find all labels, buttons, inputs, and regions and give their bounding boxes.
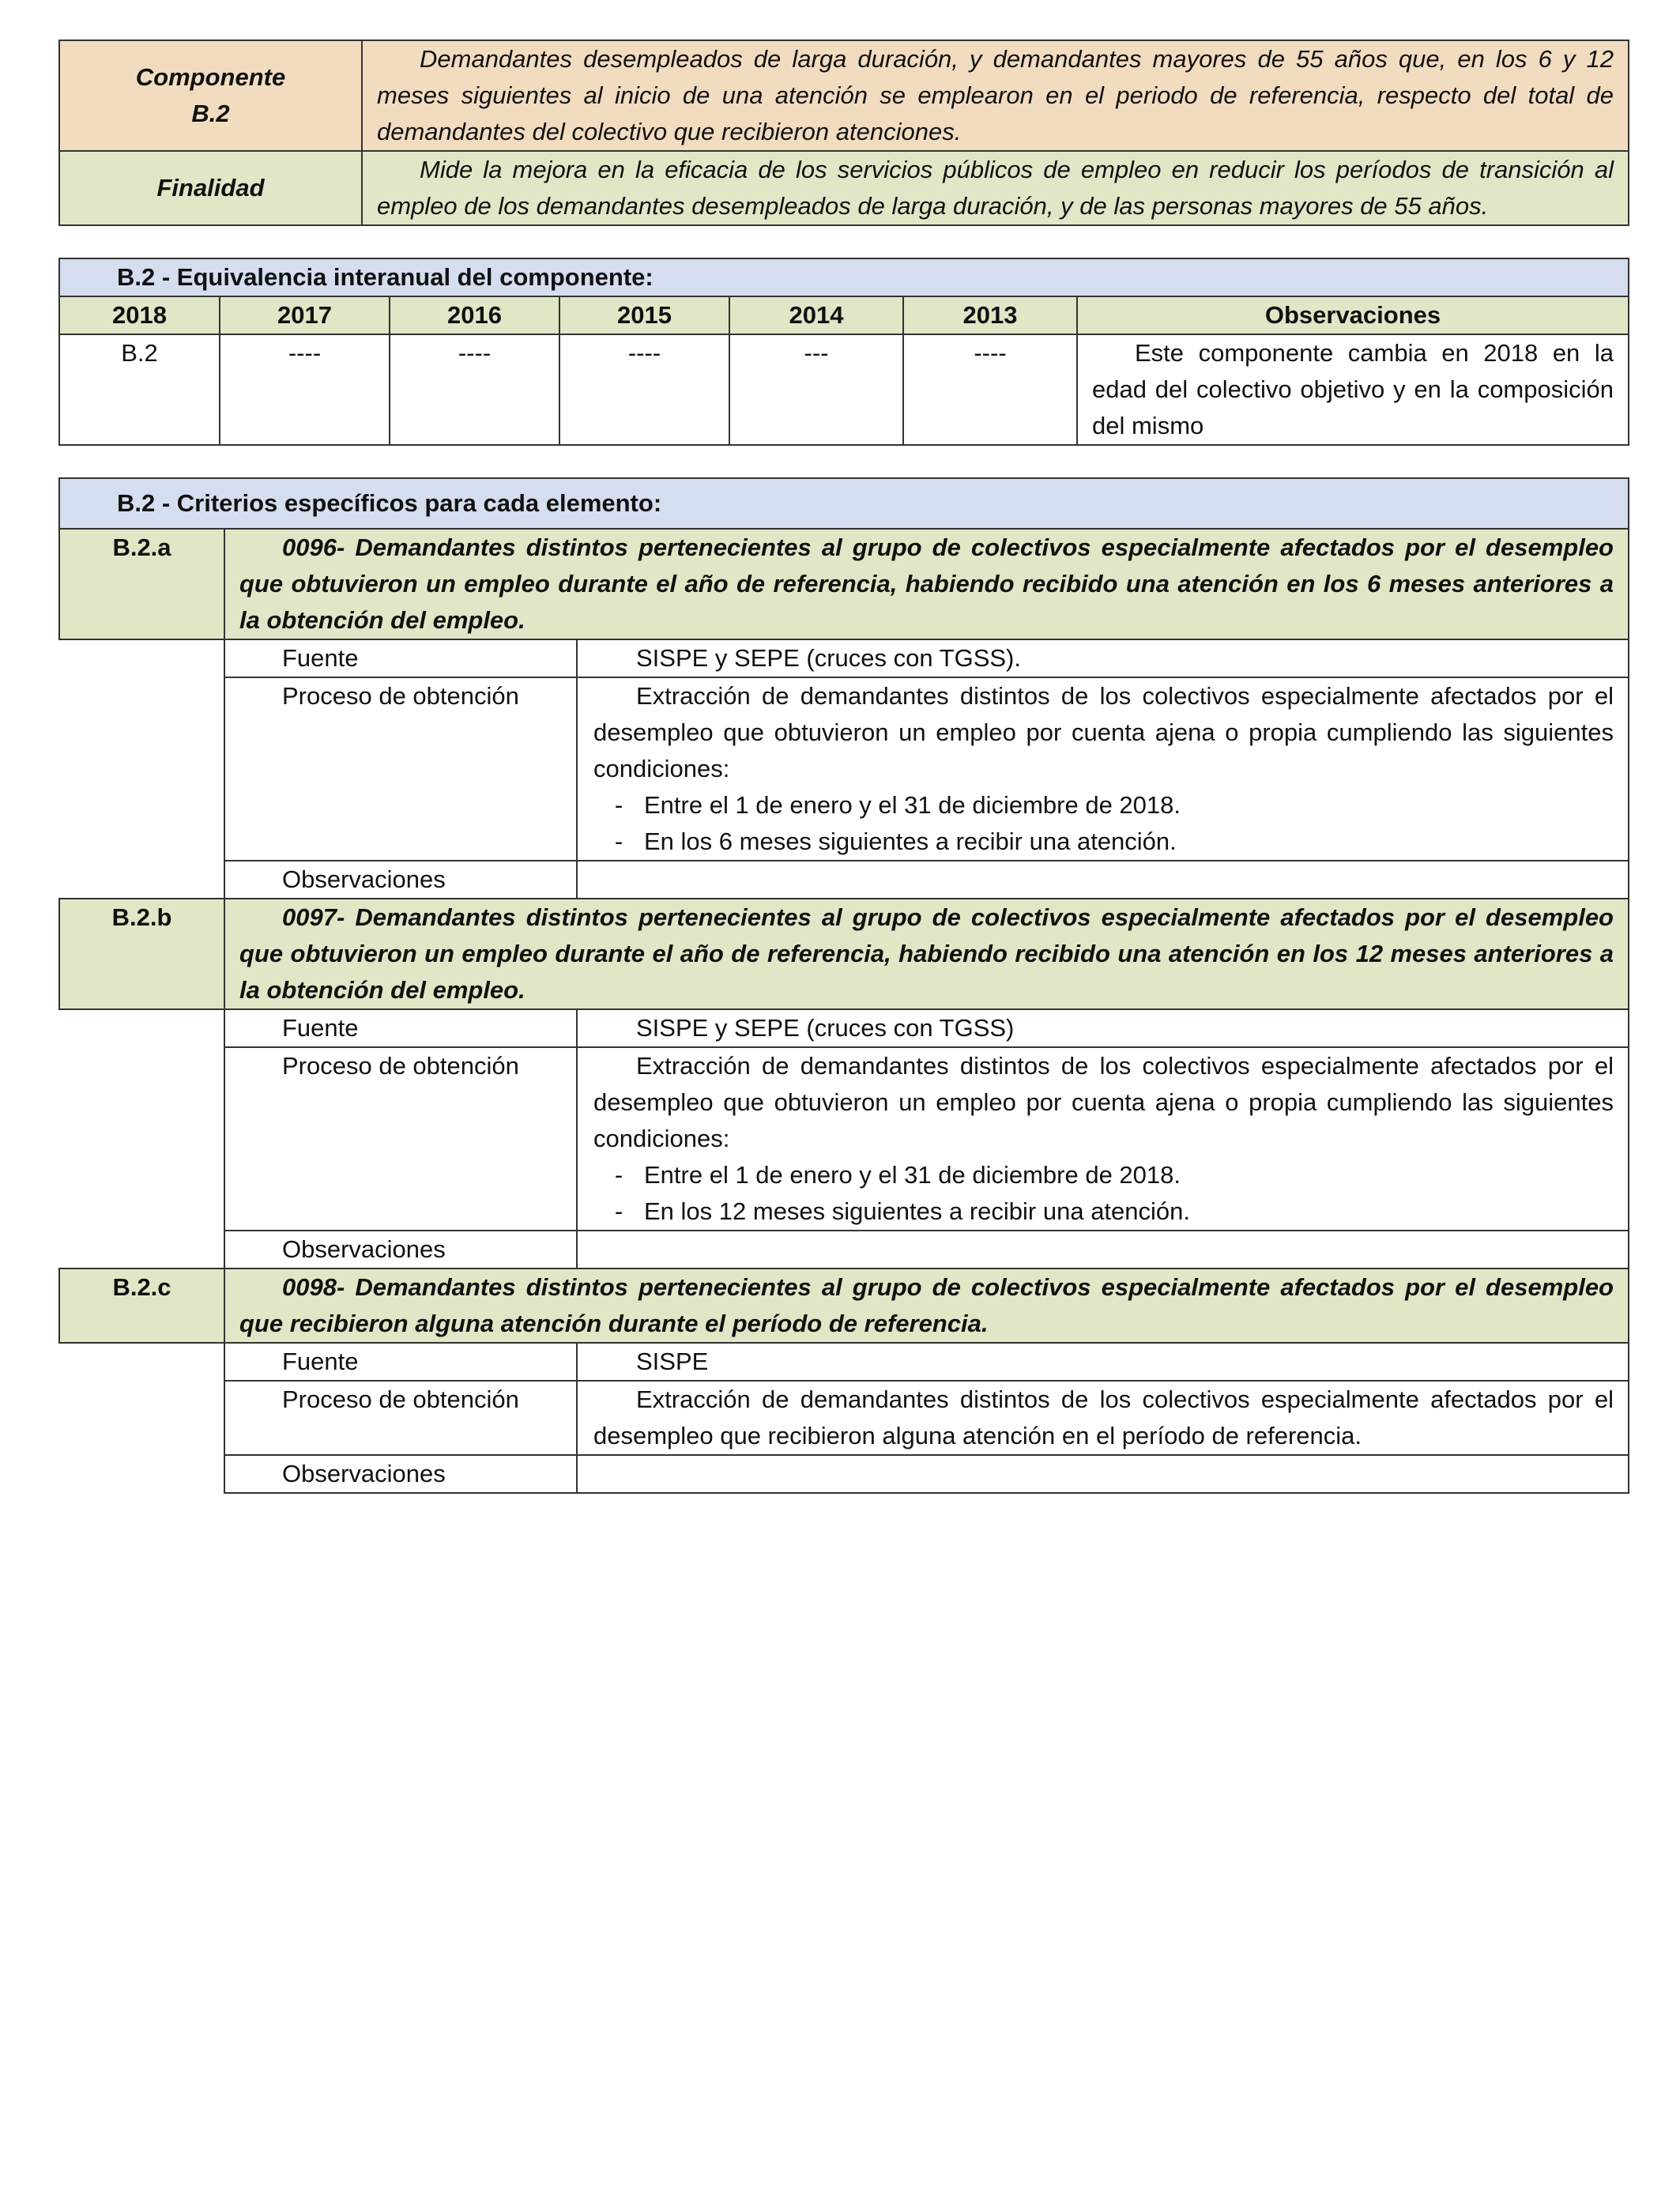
cell-2014: --- — [729, 334, 903, 445]
process-value — [577, 1047, 1629, 1231]
observations-label: Observaciones — [224, 1455, 577, 1493]
bullet-dash: - — [614, 1161, 623, 1189]
cell-2018: B.2 — [59, 334, 220, 445]
criteria-body — [59, 529, 1629, 1493]
element-source-row — [59, 1009, 1629, 1047]
component-label — [59, 40, 362, 151]
observations-label: Observaciones — [224, 861, 577, 899]
header-2016: 2016 — [390, 296, 559, 334]
element-header-row — [59, 1269, 1629, 1343]
spacer-cell — [59, 1455, 224, 1493]
condition-item — [593, 1193, 1614, 1230]
source-label: Fuente — [224, 1009, 577, 1047]
component-description: Demandantes desempleados de larga duración, y demandantes mayores de 55 años que, en los 6 y 12 meses siguientes al inicio de una atención se emplearon en el periodo de referencia, respecto del total de demandantes del colectivo que recibieron atenciones. — [362, 40, 1629, 151]
spacer-cell — [59, 861, 224, 899]
cell-2015: ---- — [559, 334, 729, 445]
element-code: B.2.a — [59, 529, 224, 639]
source-label: Fuente — [224, 639, 577, 677]
condition-item — [593, 787, 1614, 824]
spacer-cell — [59, 1343, 224, 1381]
bullet-dash: - — [614, 1197, 623, 1225]
element-observations-row — [59, 861, 1629, 899]
cell-2017: ---- — [220, 334, 390, 445]
cell-observaciones: Este componente cambia en 2018 en la edad del colectivo objetivo y en la composición del mismo — [1077, 334, 1629, 445]
source-value: SISPE — [577, 1343, 1629, 1381]
observations-label: Observaciones — [224, 1231, 577, 1269]
observations-value — [577, 861, 1629, 899]
condition-text: Entre el 1 de enero y el 31 de diciembre de 2018. — [644, 1161, 1181, 1189]
equivalence-header-row — [59, 296, 1629, 334]
equivalence-table — [58, 258, 1629, 446]
process-text: Extracción de demandantes distintos de los colectivos especialmente afectados por el desempleo que recibieron alguna atención en el período de referencia. — [593, 1385, 1614, 1449]
condition-text: En los 6 meses siguientes a recibir una atención. — [644, 827, 1177, 855]
cell-2013: ---- — [903, 334, 1077, 445]
equivalence-data-row — [59, 334, 1629, 445]
component-row — [59, 40, 1629, 151]
component-table — [58, 40, 1629, 226]
condition-text: Entre el 1 de enero y el 31 de diciembre de 2018. — [644, 791, 1181, 819]
spacer-cell — [59, 639, 224, 677]
header-2018: 2018 — [59, 296, 220, 334]
spacer-cell — [59, 1231, 224, 1269]
source-value: SISPE y SEPE (cruces con TGSS). — [577, 639, 1629, 677]
element-source-row — [59, 639, 1629, 677]
element-header-row — [59, 529, 1629, 639]
source-value: SISPE y SEPE (cruces con TGSS) — [577, 1009, 1629, 1047]
spacer-cell — [59, 1047, 224, 1231]
criteria-table — [58, 477, 1629, 1494]
element-process-row — [59, 1047, 1629, 1231]
header-observaciones: Observaciones — [1077, 296, 1629, 334]
element-process-row — [59, 1381, 1629, 1455]
purpose-label: Finalidad — [59, 151, 362, 225]
element-title: 0098- Demandantes distintos pertenecientes al grupo de colectivos especialmente afectados por el desempleo que recibieron alguna atención durante el período de referencia. — [224, 1269, 1629, 1343]
element-title: 0096- Demandantes distintos pertenecientes al grupo de colectivos especialmente afectados por el desempleo que obtuvieron un empleo durante el año de referencia, habiendo recibido una atención en los 6 meses anteriores a la obtención del empleo. — [224, 529, 1629, 639]
element-source-row — [59, 1343, 1629, 1381]
observations-value — [577, 1231, 1629, 1269]
criteria-title-row — [59, 478, 1629, 529]
component-label-line2: B.2 — [191, 100, 230, 127]
element-code: B.2.c — [59, 1269, 224, 1343]
spacer-cell — [59, 1009, 224, 1047]
cell-2016: ---- — [390, 334, 559, 445]
process-value — [577, 677, 1629, 861]
source-label: Fuente — [224, 1343, 577, 1381]
header-2015: 2015 — [559, 296, 729, 334]
header-2013: 2013 — [903, 296, 1077, 334]
header-2014: 2014 — [729, 296, 903, 334]
process-text: Extracción de demandantes distintos de los colectivos especialmente afectados por el desempleo que obtuvieron un empleo por cuenta ajena o propia cumpliendo las siguientes condiciones: — [593, 1052, 1614, 1152]
bullet-dash: - — [614, 827, 623, 855]
header-2017: 2017 — [220, 296, 390, 334]
equivalence-title-row — [59, 258, 1629, 296]
element-code: B.2.b — [59, 899, 224, 1009]
spacer-cell — [59, 677, 224, 861]
purpose-row — [59, 151, 1629, 225]
process-label: Proceso de obtención — [224, 1381, 577, 1455]
purpose-description: Mide la mejora en la eficacia de los servicios públicos de empleo en reducir los períodos de transición al empleo de los demandantes desempleados de larga duración, y de las personas mayores de 55 años. — [362, 151, 1629, 225]
process-text: Extracción de demandantes distintos de los colectivos especialmente afectados por el desempleo que obtuvieron un empleo por cuenta ajena o propia cumpliendo las siguientes condiciones: — [593, 682, 1614, 782]
condition-text: En los 12 meses siguientes a recibir una atención. — [644, 1197, 1191, 1225]
element-process-row — [59, 677, 1629, 861]
equivalence-title: B.2 - Equivalencia interanual del componente: — [59, 258, 1629, 296]
element-header-row — [59, 899, 1629, 1009]
bullet-dash: - — [614, 791, 623, 819]
process-value — [577, 1381, 1629, 1455]
criteria-title: B.2 - Criterios específicos para cada elemento: — [59, 478, 1629, 529]
component-label-line1: Componente — [135, 63, 286, 91]
condition-item — [593, 1157, 1614, 1193]
element-observations-row — [59, 1455, 1629, 1493]
process-label: Proceso de obtención — [224, 1047, 577, 1231]
element-title: 0097- Demandantes distintos pertenecientes al grupo de colectivos especialmente afectados por el desempleo que obtuvieron un empleo durante el año de referencia, habiendo recibido una atención en los 12 meses anteriores a la obtención del empleo. — [224, 899, 1629, 1009]
process-label: Proceso de obtención — [224, 677, 577, 861]
spacer-cell — [59, 1381, 224, 1455]
condition-item — [593, 824, 1614, 860]
observations-value — [577, 1455, 1629, 1493]
element-observations-row — [59, 1231, 1629, 1269]
